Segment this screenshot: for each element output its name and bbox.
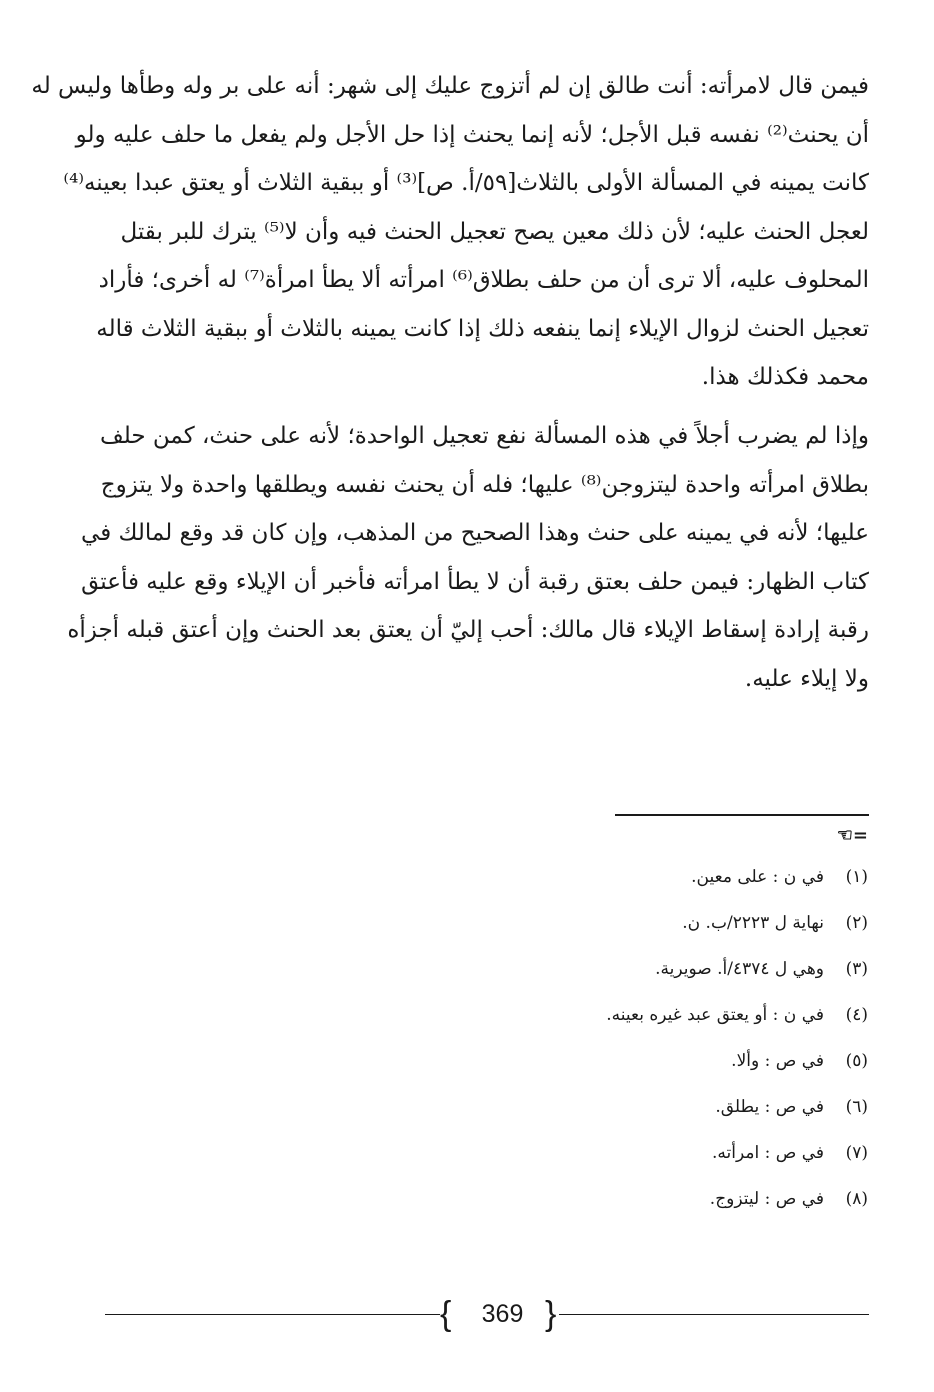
text-line: ولا إيلاء عليه.: [744, 665, 869, 692]
footnote-text: في ص : ليتزوج.: [709, 1189, 824, 1209]
footnote-text: في ص : امرأته.: [712, 1143, 824, 1163]
footnote-text: نهاية ل ٢٢٢٣/ب. ن.: [682, 913, 824, 933]
footnote-number: (٤): [845, 1005, 868, 1025]
footnote-item: [348, 1176, 868, 1222]
text-line: وإذا لم يضرب أجلاً في هذه المسألة نفع تعجيل الواحدة؛ لأنه على حنث، كمن حلف: [99, 423, 869, 449]
text-line: أن يحنث⁽²⁾ نفسه قبل الأجل؛ لأنه إنما يحنث إذا حل الأجل ولم يفعل ما حلف عليه ولو: [75, 121, 869, 148]
footnote-number: (٣): [845, 959, 868, 979]
text-line: عليها؛ لأنه في يمينه على حنث وهذا الصحيح من المذهب، وإن كان قد وقع لمالك في: [81, 520, 869, 546]
footer-rule-left: [105, 1314, 440, 1315]
footnote-item: [348, 1130, 868, 1176]
footnote-item: [348, 900, 868, 946]
footnote-item: [348, 854, 868, 900]
text-line: المحلوف عليه، ألا ترى أن من حلف بطلاق⁽⁶⁾ امرأته ألا يطأ امرأة⁽⁷⁾ له أخرى؛ فأراد: [98, 267, 869, 293]
footnote-item: [348, 1038, 868, 1084]
footnote-number: (٦): [845, 1097, 868, 1117]
footnote-number: (١): [845, 867, 868, 887]
text-line: رقبة إرادة إسقاط الإيلاء قال مالك: أحب إليّ أن يعتق بعد الحنث وإن أعتق قبله أجزأه: [67, 617, 869, 643]
page-footer: [105, 1290, 869, 1340]
pointing-hand-icon: ☜: [836, 825, 853, 846]
footnote-text: في ص : يطلق.: [715, 1097, 824, 1117]
paragraph-1: [31, 62, 869, 402]
footnote-number: (٧): [845, 1143, 868, 1163]
text-line: تعجيل الحنث لزوال الإيلاء إنما ينفعه ذلك إذا كانت يمينه بالثلاث أو ببقية الثلاث قاله: [96, 315, 869, 342]
footnote-item: [348, 992, 868, 1038]
text-line: بطلاق امرأته واحدة ليتزوجن⁽⁸⁾ عليها؛ فله أن يحنث نفسه ويطلقها واحدة ولا يتزوج: [100, 471, 869, 498]
footnotes: [348, 854, 868, 1222]
footnote-text: في ن : على معين.: [691, 867, 824, 887]
footnote-separator: [615, 814, 869, 816]
text-line: كانت يمينه في المسألة الأولى بالثلاث[٥٩/أ. ص]⁽³⁾ أو ببقية الثلاث أو يعتق عبدا بعينه⁽⁴⁾: [63, 170, 869, 196]
footnote-item: [348, 946, 868, 992]
footnote-number: (٥): [845, 1051, 868, 1071]
page-number-bracket-close: }: [545, 1295, 557, 1333]
footnote-number: (٢): [845, 913, 868, 933]
text-line: فيمن قال لامرأته: أنت طالق إن لم أتزوج عليك إلى شهر: أنه على بر وله وطأها وليس له: [31, 73, 869, 99]
footnote-continuation-mark: ☜=: [836, 825, 868, 846]
text-line: محمد فكذلك هذا.: [701, 364, 869, 390]
paragraph-2: [67, 412, 869, 703]
footer-rule-right: [559, 1314, 869, 1315]
page-number: 369: [481, 1300, 524, 1328]
footnote-text: وهي ل ٤٣٧٤/أ. صويرية.: [655, 959, 824, 979]
text-line: كتاب الظهار: فيمن حلف بعتق رقبة أن لا يطأ امرأته فأخبر أن الإيلاء وقع عليه فأعتق: [81, 568, 869, 595]
footnote-item: [348, 1084, 868, 1130]
footnote-text: في ص : وألا.: [731, 1051, 824, 1071]
page-number-bracket-open: {: [440, 1295, 452, 1333]
footnote-number: (٨): [845, 1189, 868, 1209]
text-line: لعجل الحنث عليه؛ لأن ذلك معين يصح تعجيل الحنث فيه وأن لا⁽⁵⁾ يترك للبر بقتل: [120, 218, 869, 245]
footnote-text: في ن : أو يعتق عبد غيره بعينه.: [606, 1005, 824, 1025]
